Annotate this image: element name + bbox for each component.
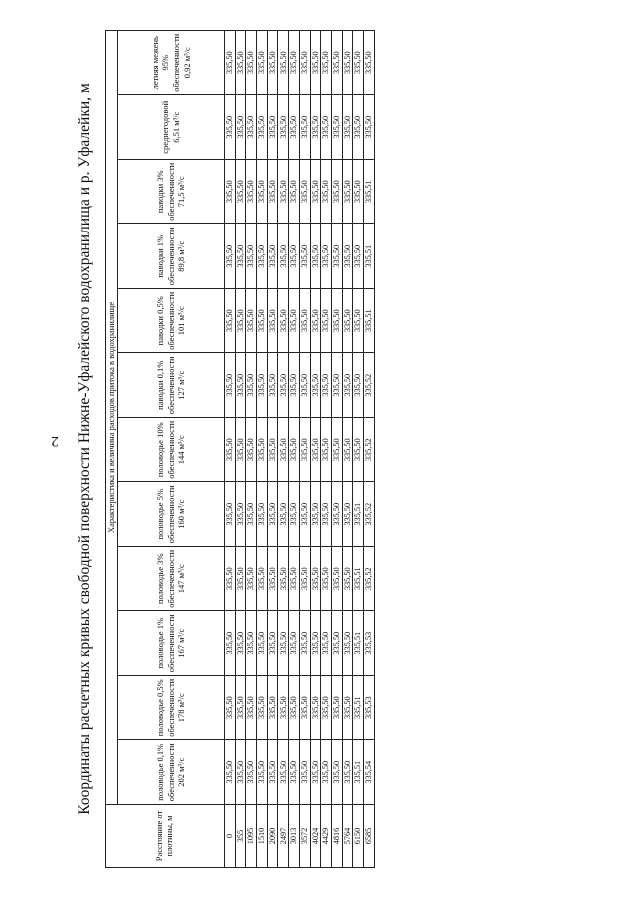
level-cell: 335,51: [363, 289, 374, 354]
level-cell: 335,51: [353, 676, 364, 741]
level-cell: 335,50: [225, 547, 236, 612]
column-header-line: 144 м³/с: [176, 435, 187, 465]
level-cell: 335,50: [310, 95, 321, 160]
distance-cell: 3013: [289, 805, 300, 868]
level-cell: 335,50: [267, 547, 278, 612]
level-cell: 335,50: [246, 611, 257, 676]
level-cell: 335,50: [331, 740, 342, 805]
level-cell: 335,50: [321, 160, 332, 225]
level-cell: 335,50: [267, 482, 278, 547]
column-header: [118, 95, 225, 160]
document-title: Координаты расчетных кривых свободной поверхности Нижне-Уфалейского водохранилища и р. Уфалейки, м: [76, 83, 93, 815]
level-cell: 335,50: [289, 224, 300, 289]
level-cell: 335,50: [225, 482, 236, 547]
column-header-line: паводки 1%: [155, 234, 166, 278]
level-cell: 335,50: [246, 289, 257, 354]
column-header-line: паводки 3%: [155, 170, 166, 214]
level-cell: 335,50: [321, 740, 332, 805]
level-cell: 335,50: [278, 31, 289, 96]
level-cell: 335,50: [331, 289, 342, 354]
level-cell: 335,50: [257, 31, 268, 96]
level-cell: 335,50: [246, 676, 257, 741]
level-cell: 335,50: [331, 353, 342, 418]
level-cell: 335,50: [331, 611, 342, 676]
level-cell: 335,50: [331, 160, 342, 225]
level-cell: 335,50: [321, 676, 332, 741]
level-cell: 335,50: [257, 740, 268, 805]
level-cell: 335,50: [257, 547, 268, 612]
level-cell: 335,50: [342, 160, 353, 225]
level-cell: 335,50: [310, 740, 321, 805]
level-cell: 335,50: [353, 418, 364, 483]
column-header-line: половодье 0,5%: [155, 679, 166, 737]
level-cell: 335,52: [363, 353, 374, 418]
level-cell: 335,50: [225, 418, 236, 483]
level-cell: 335,51: [353, 547, 364, 612]
distance-cell: 5764: [342, 805, 353, 868]
table-row: [225, 31, 236, 868]
level-cell: 335,50: [299, 547, 310, 612]
level-cell: 335,50: [331, 31, 342, 96]
level-cell: 335,50: [267, 740, 278, 805]
level-cell: 335,50: [299, 353, 310, 418]
distance-cell: 4024: [310, 805, 321, 868]
column-header-line: 147 м³/с: [176, 564, 187, 594]
level-cell: 335,52: [363, 482, 374, 547]
level-cell: 335,50: [257, 289, 268, 354]
level-cell: 335,50: [246, 482, 257, 547]
level-cell: 335,50: [289, 95, 300, 160]
level-cell: 335,50: [235, 31, 246, 96]
level-cell: 335,50: [342, 224, 353, 289]
level-cell: 335,50: [321, 31, 332, 96]
level-cell: 335,50: [267, 611, 278, 676]
column-header-line: 89,8 м³/с: [176, 240, 187, 272]
level-cell: 335,50: [310, 547, 321, 612]
level-cell: 335,50: [278, 547, 289, 612]
level-cell: 335,50: [321, 482, 332, 547]
level-cell: 335,50: [353, 224, 364, 289]
level-cell: 335,50: [235, 95, 246, 160]
rotated-content: [70, 30, 415, 868]
level-cell: 335,50: [257, 418, 268, 483]
level-cell: 335,50: [353, 95, 364, 160]
level-cell: 335,50: [331, 482, 342, 547]
level-cell: 335,50: [310, 31, 321, 96]
column-header-line: половодье 1%: [155, 617, 166, 669]
level-cell: 335,50: [321, 418, 332, 483]
level-cell: 335,51: [363, 224, 374, 289]
level-cell: 335,50: [331, 676, 342, 741]
column-header: [118, 31, 225, 96]
level-cell: 335,50: [235, 740, 246, 805]
level-cell: 335,50: [331, 547, 342, 612]
level-cell: 335,50: [267, 289, 278, 354]
column-header-line: летняя межень 95%: [149, 36, 171, 90]
level-cell: 335,50: [363, 31, 374, 96]
column-header-line: обеспеченности: [165, 743, 176, 802]
level-cell: 335,50: [342, 289, 353, 354]
level-cell: 335,50: [363, 95, 374, 160]
level-cell: 335,50: [342, 611, 353, 676]
level-cell: 335,50: [342, 676, 353, 741]
column-header-line: 160 м³/с: [176, 499, 187, 529]
level-cell: 335,50: [310, 482, 321, 547]
level-cell: 335,50: [235, 289, 246, 354]
level-cell: 335,50: [299, 418, 310, 483]
level-cell: 335,50: [289, 611, 300, 676]
column-header: [118, 160, 225, 225]
level-cell: 335,52: [363, 418, 374, 483]
table-row: [299, 31, 310, 868]
level-cell: 335,51: [363, 160, 374, 225]
level-cell: 335,50: [321, 547, 332, 612]
column-header-line: обеспеченности: [165, 678, 176, 737]
level-cell: 335,50: [331, 95, 342, 160]
column-header: [118, 482, 225, 547]
column-header-line: обеспеченности: [165, 162, 176, 221]
level-cell: 335,50: [235, 418, 246, 483]
level-cell: 335,50: [331, 418, 342, 483]
level-cell: 335,50: [246, 418, 257, 483]
table-row: [246, 31, 257, 868]
water-level-table: [105, 30, 375, 868]
distance-cell: 6150: [353, 805, 364, 868]
distance-cell: 3572: [299, 805, 310, 868]
level-cell: 335,50: [278, 418, 289, 483]
level-cell: 335,50: [278, 740, 289, 805]
level-cell: 335,51: [353, 611, 364, 676]
level-cell: 335,50: [225, 353, 236, 418]
level-cell: 335,50: [278, 482, 289, 547]
level-cell: 335,50: [342, 95, 353, 160]
level-cell: 335,50: [246, 95, 257, 160]
level-cell: 335,50: [267, 418, 278, 483]
column-header-line: обеспеченности: [171, 33, 181, 92]
level-cell: 335,50: [321, 353, 332, 418]
level-cell: 335,50: [257, 224, 268, 289]
table-row: [267, 31, 278, 868]
column-header: [118, 353, 225, 418]
level-cell: 335,50: [257, 482, 268, 547]
level-cell: 335,50: [321, 224, 332, 289]
level-cell: 335,50: [257, 160, 268, 225]
level-cell: 335,50: [289, 160, 300, 225]
level-cell: 335,50: [310, 418, 321, 483]
column-header-line: 6,51 м³/с: [171, 111, 181, 143]
column-header-line: 0,92 м³/с: [181, 47, 192, 79]
column-header-line: паводки 0,5%: [155, 296, 166, 346]
level-cell: 335,52: [363, 547, 374, 612]
column-header: [118, 611, 225, 676]
level-cell: 335,50: [342, 31, 353, 96]
level-cell: 335,50: [278, 353, 289, 418]
level-cell: 335,50: [246, 160, 257, 225]
level-cell: 335,50: [342, 547, 353, 612]
level-cell: 335,50: [321, 289, 332, 354]
distance-cell: 1510: [257, 805, 268, 868]
level-cell: 335,50: [289, 676, 300, 741]
level-cell: 335,50: [267, 353, 278, 418]
column-header-line: 127 м³/с: [176, 370, 187, 400]
level-cell: 335,50: [235, 547, 246, 612]
column-header-line: паводки 0,1%: [155, 360, 166, 410]
column-header-line: обеспеченности: [165, 291, 176, 350]
level-cell: 335,50: [299, 224, 310, 289]
level-cell: 335,50: [257, 353, 268, 418]
column-header-row: [118, 31, 225, 868]
level-cell: 335,50: [342, 353, 353, 418]
column-header-line: половодье 0,1%: [155, 743, 166, 801]
level-cell: 335,50: [310, 224, 321, 289]
level-cell: 335,50: [235, 224, 246, 289]
level-cell: 335,50: [235, 676, 246, 741]
level-cell: 335,50: [225, 31, 236, 96]
column-header-line: 101 м³/с: [176, 306, 187, 336]
level-cell: 335,50: [289, 31, 300, 96]
level-cell: 335,50: [299, 160, 310, 225]
level-cell: 335,50: [299, 676, 310, 741]
level-cell: 335,50: [267, 95, 278, 160]
column-header: [118, 224, 225, 289]
column-header-line: обеспеченности: [165, 485, 176, 544]
column-header-line: обеспеченности: [165, 614, 176, 673]
table-row: [321, 31, 332, 868]
level-cell: 335,50: [310, 289, 321, 354]
level-cell: 335,50: [289, 289, 300, 354]
level-cell: 335,50: [353, 160, 364, 225]
distance-cell: 6585: [363, 805, 374, 868]
distance-cell: 0: [225, 805, 236, 868]
level-cell: 335,50: [342, 740, 353, 805]
level-cell: 335,50: [225, 224, 236, 289]
column-header-line: 167 м³/с: [176, 628, 187, 658]
level-cell: 335,50: [267, 224, 278, 289]
level-cell: 335,50: [342, 482, 353, 547]
column-header-line: половодье 3%: [155, 553, 166, 605]
level-cell: 335,50: [246, 224, 257, 289]
level-cell: 335,50: [310, 676, 321, 741]
column-header: [118, 289, 225, 354]
level-cell: 335,50: [246, 353, 257, 418]
level-cell: 335,50: [225, 740, 236, 805]
level-cell: 335,50: [235, 482, 246, 547]
level-cell: 335,50: [235, 160, 246, 225]
level-cell: 335,50: [278, 224, 289, 289]
table-row: [363, 31, 374, 868]
table-row: [235, 31, 246, 868]
level-cell: 335,50: [289, 740, 300, 805]
table-body: [225, 31, 375, 868]
level-cell: 335,50: [289, 418, 300, 483]
level-cell: 335,50: [310, 160, 321, 225]
level-cell: 335,50: [299, 740, 310, 805]
table-row: [289, 31, 300, 868]
level-cell: 335,50: [331, 224, 342, 289]
level-cell: 335,50: [299, 611, 310, 676]
level-cell: 335,50: [278, 95, 289, 160]
level-cell: 335,50: [353, 31, 364, 96]
level-cell: 335,50: [225, 289, 236, 354]
column-header-line: 178 м³/с: [176, 693, 187, 723]
level-cell: 335,50: [225, 160, 236, 225]
distance-header: Расстояние от плотины, м: [106, 805, 225, 868]
level-cell: 335,50: [257, 611, 268, 676]
level-cell: 335,54: [363, 740, 374, 805]
level-cell: 335,50: [299, 95, 310, 160]
table-row: [342, 31, 353, 868]
column-header: [118, 547, 225, 612]
level-cell: 335,50: [321, 611, 332, 676]
column-header-line: обеспеченности: [165, 227, 176, 286]
column-header-line: половодье 5%: [155, 488, 166, 540]
level-cell: 335,50: [310, 611, 321, 676]
level-cell: 335,50: [225, 611, 236, 676]
column-header-line: обеспеченности: [165, 420, 176, 479]
column-header: [118, 418, 225, 483]
group-header: Характеристика и величина расходов притока в водохранилище: [106, 31, 118, 805]
level-cell: 335,50: [289, 482, 300, 547]
table-row: [331, 31, 342, 868]
distance-cell: 1095: [246, 805, 257, 868]
level-cell: 335,50: [321, 95, 332, 160]
column-header: [118, 740, 225, 805]
level-cell: 335,50: [257, 676, 268, 741]
column-header-line: обеспеченности: [165, 549, 176, 608]
column-header-line: среднегодовой: [160, 100, 171, 154]
group-header-row: [106, 31, 118, 868]
table-row: [278, 31, 289, 868]
level-cell: 335,50: [299, 482, 310, 547]
level-cell: 335,50: [342, 418, 353, 483]
level-cell: 335,50: [257, 95, 268, 160]
distance-cell: 4816: [331, 805, 342, 868]
level-cell: 335,50: [235, 353, 246, 418]
level-cell: 335,50: [278, 676, 289, 741]
distance-cell: 4429: [321, 805, 332, 868]
level-cell: 335,50: [246, 31, 257, 96]
column-header: [118, 676, 225, 741]
table-row: [257, 31, 268, 868]
level-cell: 335,50: [235, 611, 246, 676]
level-cell: 335,50: [289, 547, 300, 612]
column-header-line: обеспеченности: [165, 356, 176, 415]
level-cell: 335,50: [299, 289, 310, 354]
level-cell: 335,53: [363, 676, 374, 741]
level-cell: 335,50: [246, 547, 257, 612]
level-cell: 335,50: [246, 740, 257, 805]
column-header-line: половодье 10%: [155, 422, 166, 478]
page-number: 2: [51, 433, 59, 449]
distance-cell: 2497: [278, 805, 289, 868]
distance-cell: 2090: [267, 805, 278, 868]
level-cell: 335,50: [353, 289, 364, 354]
level-cell: 335,50: [310, 353, 321, 418]
level-cell: 335,50: [278, 611, 289, 676]
level-cell: 335,51: [353, 482, 364, 547]
table-row: [353, 31, 364, 868]
table-row: [310, 31, 321, 868]
level-cell: 335,50: [225, 676, 236, 741]
level-cell: 335,50: [267, 160, 278, 225]
level-cell: 335,50: [278, 160, 289, 225]
level-cell: 335,50: [353, 353, 364, 418]
column-header-line: 71,5 м³/с: [176, 176, 187, 208]
level-cell: 335,53: [363, 611, 374, 676]
column-header-line: 202 м³/с: [176, 757, 187, 787]
level-cell: 335,51: [353, 740, 364, 805]
distance-cell: 355: [235, 805, 246, 868]
level-cell: 335,50: [289, 353, 300, 418]
level-cell: 335,50: [225, 95, 236, 160]
level-cell: 335,50: [267, 676, 278, 741]
level-cell: 335,50: [267, 31, 278, 96]
level-cell: 335,50: [278, 289, 289, 354]
level-cell: 335,50: [299, 31, 310, 96]
